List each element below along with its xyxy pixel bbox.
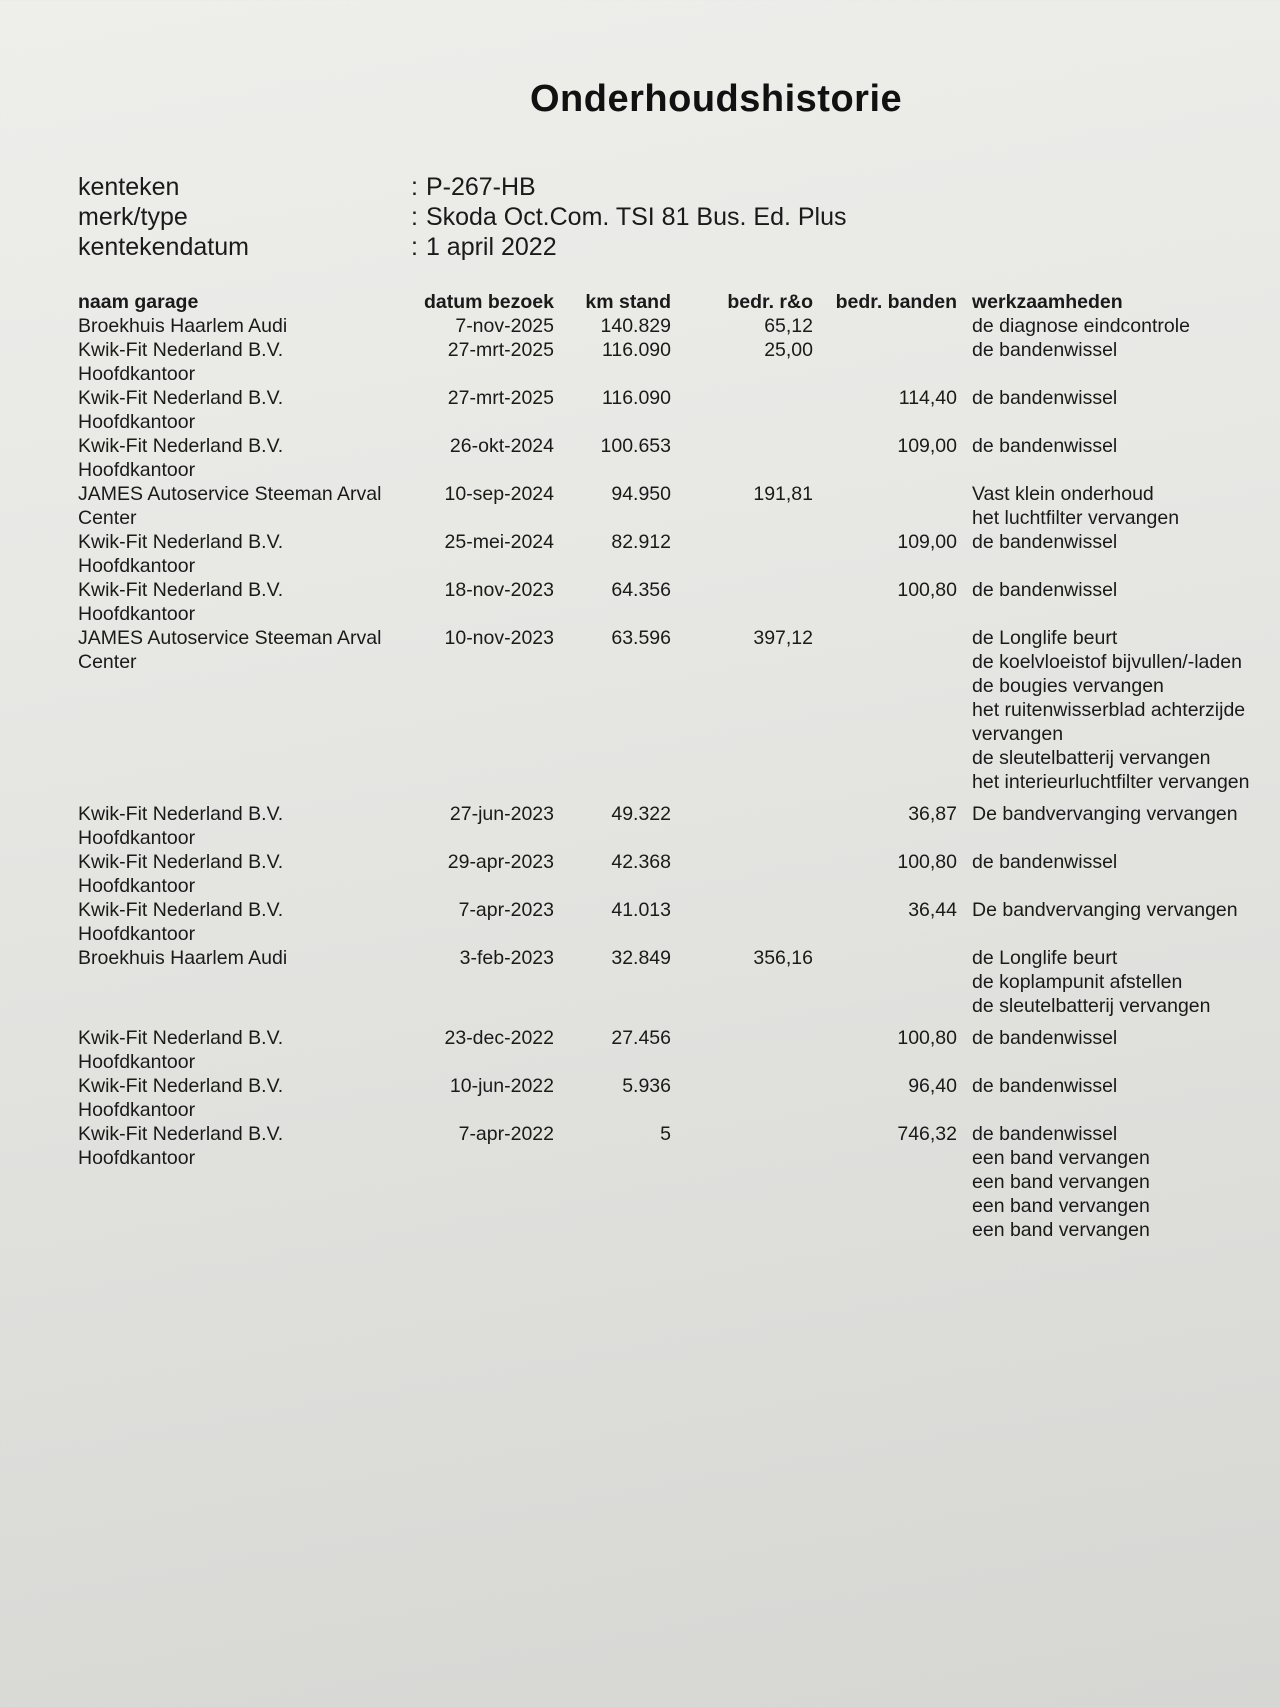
ro-amount: 191,81 (753, 483, 813, 505)
work-line: de bandenwissel (972, 851, 1118, 873)
garage-name-line: Hoofdkantoor (78, 1051, 196, 1073)
header-date: datum bezoek (423, 291, 554, 313)
header-tyres-amount: bedr. banden (835, 291, 957, 313)
odometer: 94.950 (611, 483, 671, 505)
work-line: de bandenwissel (972, 1123, 1118, 1145)
tyres-amount: 96,40 (908, 1075, 957, 1097)
work-description (972, 898, 1280, 922)
garage-name-line: Broekhuis Haarlem Audi (78, 947, 288, 969)
odometer: 32.849 (611, 947, 671, 969)
garage-name-line: Hoofdkantoor (78, 603, 196, 625)
garage-name (78, 386, 418, 434)
header-work: werkzaamheden (972, 291, 1123, 313)
visit-date: 7-apr-2023 (458, 899, 554, 921)
table-row (0, 1122, 1280, 1250)
tyres-amount: 746,32 (897, 1123, 957, 1145)
odometer: 49.322 (611, 803, 671, 825)
work-line: een band vervangen (972, 1195, 1150, 1217)
work-description (972, 314, 1280, 338)
odometer: 41.013 (611, 899, 671, 921)
garage-name (78, 338, 418, 386)
work-description (972, 850, 1280, 874)
work-description (972, 386, 1280, 410)
work-description (972, 802, 1280, 826)
odometer: 63.596 (611, 627, 671, 649)
garage-name-line: Kwik-Fit Nederland B.V. (78, 387, 284, 409)
garage-name-line: Center (78, 651, 137, 673)
table-row (0, 802, 1280, 850)
garage-name (78, 1026, 418, 1074)
odometer: 42.368 (611, 851, 671, 873)
garage-name-line: Hoofdkantoor (78, 1099, 196, 1121)
header-garage: naam garage (78, 291, 199, 313)
maintenance-history-table (0, 290, 1280, 1250)
make-type-value-wrap (411, 202, 847, 232)
separator-colon: : (411, 203, 418, 231)
header-km: km stand (585, 291, 671, 313)
garage-name-line: Hoofdkantoor (78, 923, 196, 945)
table-body (0, 314, 1280, 1250)
ro-amount: 356,16 (753, 947, 813, 969)
visit-date: 10-sep-2024 (444, 483, 554, 505)
ro-amount: 25,00 (764, 339, 813, 361)
work-description (972, 626, 1280, 794)
visit-date: 10-jun-2022 (449, 1075, 554, 1097)
ro-amount: 65,12 (764, 315, 813, 337)
garage-name-line: Hoofdkantoor (78, 363, 196, 385)
garage-name-line: JAMES Autoservice Steeman Arval (78, 627, 382, 649)
registration-date-value-wrap (411, 232, 557, 262)
make-type-label: merk/type (78, 203, 188, 231)
work-description (972, 1026, 1280, 1050)
garage-name-line: Hoofdkantoor (78, 411, 196, 433)
garage-name-line: Hoofdkantoor (78, 555, 196, 577)
work-line: de bandenwissel (972, 339, 1118, 361)
registration-date-value: 1 april 2022 (425, 233, 557, 261)
table-row (0, 850, 1280, 898)
garage-name (78, 1122, 418, 1170)
table-header (0, 290, 1280, 314)
odometer: 27.456 (611, 1027, 671, 1049)
work-line: een band vervangen (972, 1219, 1150, 1241)
garage-name (78, 530, 418, 578)
visit-date: 7-nov-2025 (455, 315, 554, 337)
garage-name-line: Hoofdkantoor (78, 459, 196, 481)
work-line: de koplampunit afstellen (972, 971, 1183, 993)
work-description (972, 338, 1280, 362)
visit-date: 7-apr-2022 (458, 1123, 554, 1145)
ro-amount: 397,12 (753, 627, 813, 649)
garage-name-line: Kwik-Fit Nederland B.V. (78, 1027, 284, 1049)
work-line: de bandenwissel (972, 1075, 1118, 1097)
table-row (0, 482, 1280, 530)
visit-date: 27-mrt-2025 (447, 339, 554, 361)
garage-name (78, 626, 418, 674)
work-line: De bandvervanging vervangen (972, 899, 1238, 921)
work-line: de sleutelbatterij vervangen (972, 747, 1211, 769)
work-description (972, 578, 1280, 602)
table-row (0, 1026, 1280, 1074)
work-line: de bandenwissel (972, 435, 1118, 457)
work-line: de bandenwissel (972, 579, 1118, 601)
visit-date: 26-okt-2024 (449, 435, 554, 457)
separator-colon: : (411, 233, 418, 261)
garage-name-line: Kwik-Fit Nederland B.V. (78, 851, 284, 873)
odometer: 5.936 (622, 1075, 671, 1097)
work-line: het interieurluchtfilter vervangen (972, 771, 1250, 793)
work-line: vervangen (972, 723, 1064, 745)
garage-name (78, 578, 418, 626)
table-row (0, 434, 1280, 482)
document-title: Onderhoudshistorie (530, 78, 903, 120)
work-line: een band vervangen (972, 1171, 1150, 1193)
work-description (972, 1074, 1280, 1098)
registration-label: kenteken (78, 173, 180, 201)
work-line: De bandvervanging vervangen (972, 803, 1238, 825)
table-row (0, 578, 1280, 626)
work-line: Vast klein onderhoud (972, 483, 1154, 505)
garage-name (78, 802, 418, 850)
work-line: de koelvloeistof bijvullen/-laden (972, 651, 1242, 673)
work-line: het ruitenwisserblad achterzijde (972, 699, 1246, 721)
work-description (972, 530, 1280, 554)
table-row (0, 314, 1280, 338)
header-ro-amount: bedr. r&o (727, 291, 813, 313)
garage-name-line: Kwik-Fit Nederland B.V. (78, 531, 284, 553)
visit-date: 27-mrt-2025 (447, 387, 554, 409)
visit-date: 25-mei-2024 (444, 531, 554, 553)
garage-name-line: Kwik-Fit Nederland B.V. (78, 803, 284, 825)
garage-name-line: Hoofdkantoor (78, 827, 196, 849)
visit-date: 3-feb-2023 (459, 947, 554, 969)
visit-date: 10-nov-2023 (444, 627, 554, 649)
garage-name (78, 482, 418, 530)
garage-name-line: Kwik-Fit Nederland B.V. (78, 579, 284, 601)
garage-name-line: Kwik-Fit Nederland B.V. (78, 1123, 284, 1145)
odometer: 64.356 (611, 579, 671, 601)
table-row (0, 1074, 1280, 1122)
table-row (0, 946, 1280, 1026)
work-line: de diagnose eindcontrole (972, 315, 1190, 337)
table-row (0, 530, 1280, 578)
garage-name (78, 314, 418, 338)
odometer: 5 (660, 1123, 671, 1145)
table-row (0, 386, 1280, 434)
odometer: 100.653 (600, 435, 671, 457)
garage-name-line: Kwik-Fit Nederland B.V. (78, 1075, 284, 1097)
tyres-amount: 109,00 (897, 531, 957, 553)
tyres-amount: 100,80 (897, 579, 957, 601)
make-type-value: Skoda Oct.Com. TSI 81 Bus. Ed. Plus (425, 203, 847, 231)
work-line: de bandenwissel (972, 531, 1118, 553)
garage-name (78, 850, 418, 898)
registration-value-wrap (411, 172, 536, 202)
work-line: het luchtfilter vervangen (972, 507, 1180, 529)
registration-value: P-267-HB (425, 173, 536, 201)
visit-date: 29-apr-2023 (447, 851, 554, 873)
odometer: 82.912 (611, 531, 671, 553)
work-description (972, 1122, 1280, 1242)
work-line: de bandenwissel (972, 387, 1118, 409)
garage-name-line: Hoofdkantoor (78, 1147, 196, 1169)
garage-name-line: Kwik-Fit Nederland B.V. (78, 899, 284, 921)
work-line: de Longlife beurt (972, 627, 1118, 649)
tyres-amount: 114,40 (898, 387, 957, 409)
tyres-amount: 100,80 (897, 1027, 957, 1049)
work-description (972, 946, 1280, 1018)
work-line: de bandenwissel (972, 1027, 1118, 1049)
odometer: 116.090 (601, 339, 671, 361)
garage-name-line: Center (78, 507, 137, 529)
tyres-amount: 36,87 (908, 803, 957, 825)
odometer: 116.090 (601, 387, 671, 409)
separator-colon: : (411, 173, 418, 201)
garage-name-line: Kwik-Fit Nederland B.V. (78, 435, 284, 457)
table-row (0, 338, 1280, 386)
work-description (972, 434, 1280, 458)
table-row (0, 898, 1280, 946)
tyres-amount: 100,80 (897, 851, 957, 873)
work-description (972, 482, 1280, 530)
garage-name (78, 898, 418, 946)
visit-date: 23-dec-2022 (444, 1027, 554, 1049)
table-row (0, 626, 1280, 802)
odometer: 140.829 (600, 315, 671, 337)
registration-date-label: kentekendatum (78, 233, 249, 261)
work-line: de Longlife beurt (972, 947, 1118, 969)
garage-name (78, 946, 418, 970)
tyres-amount: 36,44 (908, 899, 957, 921)
tyres-amount: 109,00 (897, 435, 957, 457)
garage-name (78, 1074, 418, 1122)
garage-name-line: Hoofdkantoor (78, 875, 196, 897)
garage-name-line: Kwik-Fit Nederland B.V. (78, 339, 284, 361)
work-line: de sleutelbatterij vervangen (972, 995, 1211, 1017)
garage-name-line: JAMES Autoservice Steeman Arval (78, 483, 382, 505)
visit-date: 18-nov-2023 (444, 579, 554, 601)
garage-name-line: Broekhuis Haarlem Audi (78, 315, 288, 337)
work-line: een band vervangen (972, 1147, 1150, 1169)
work-line: de bougies vervangen (972, 675, 1164, 697)
visit-date: 27-jun-2023 (449, 803, 554, 825)
garage-name (78, 434, 418, 482)
